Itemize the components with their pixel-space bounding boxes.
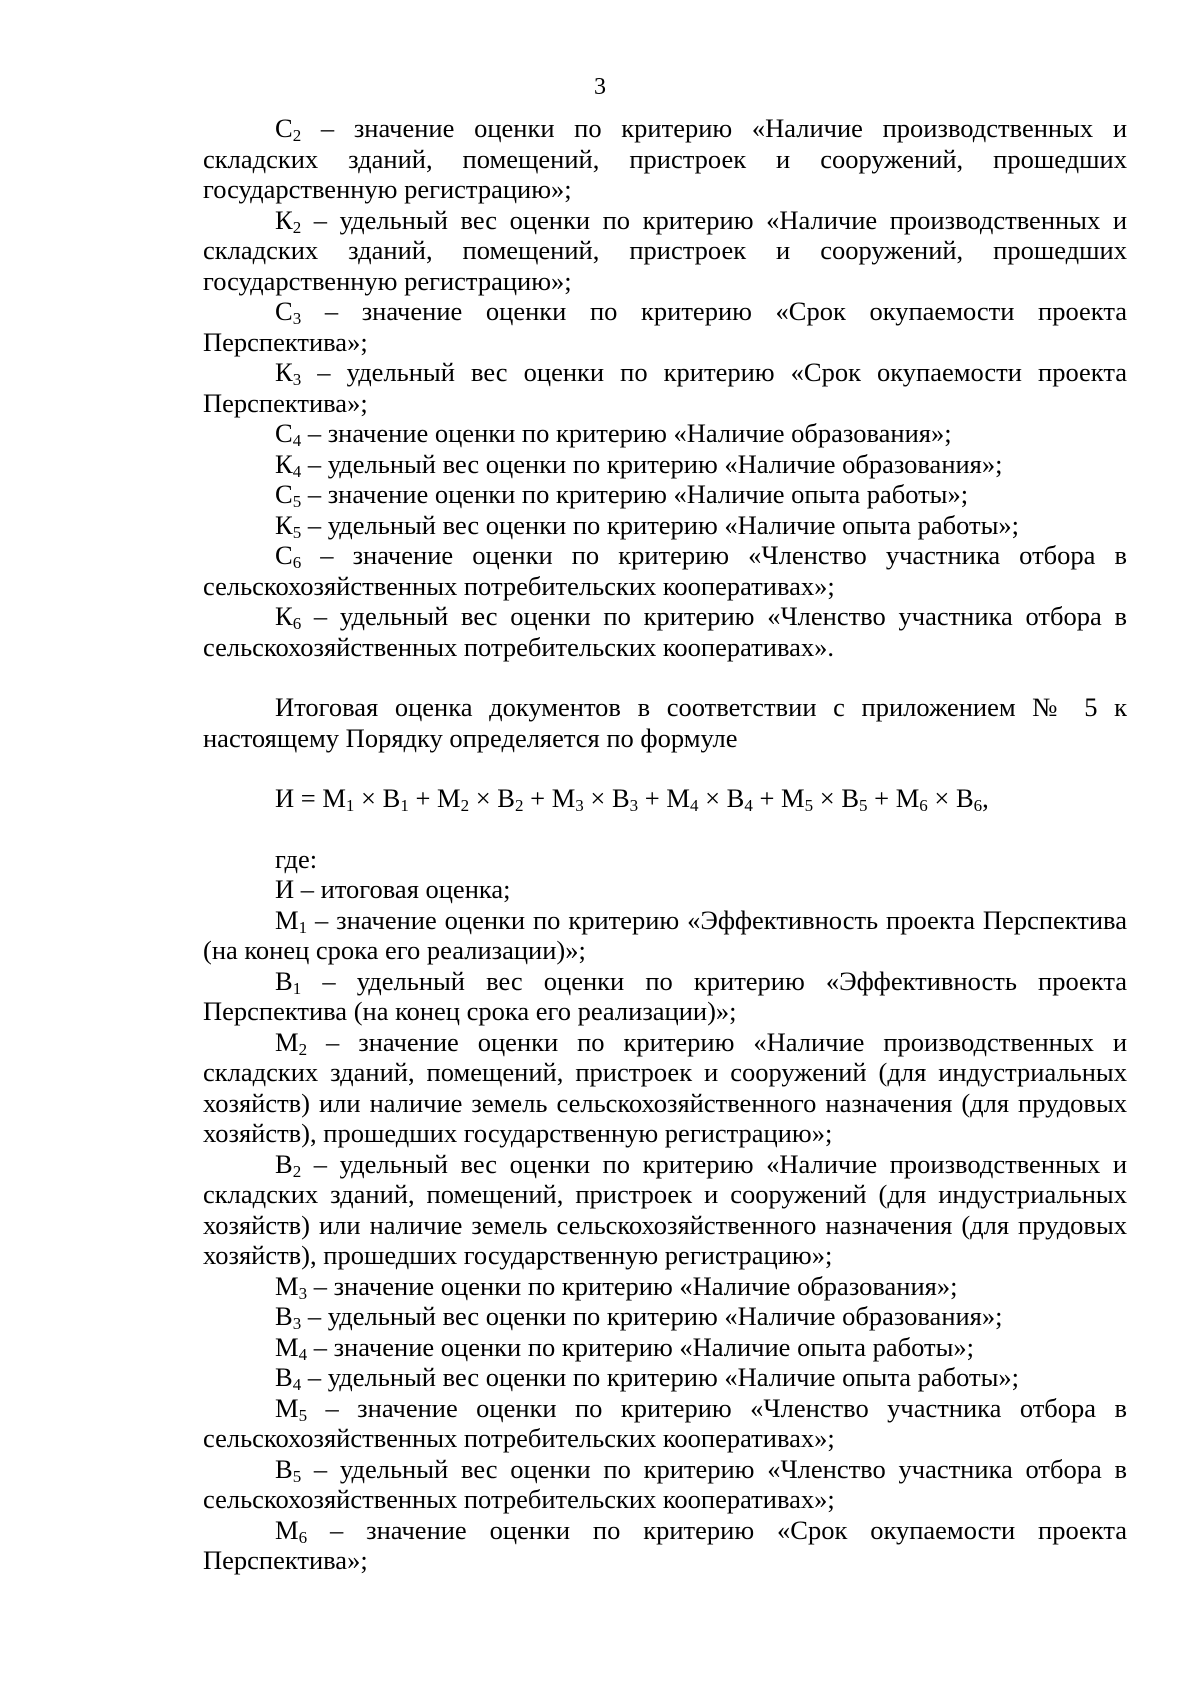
definition-paragraph — [203, 966, 1127, 1027]
paragraph-gap — [203, 662, 1127, 692]
definition-paragraph — [203, 1332, 1127, 1363]
definition-text: – значение оценки по критерию «Наличие образования»; — [307, 1270, 958, 1301]
variable-subscript: 4 — [298, 1344, 308, 1364]
formula-m-symbol: М — [551, 783, 576, 813]
variable-subscript: 5 — [292, 492, 302, 511]
definition-paragraph — [203, 1362, 1127, 1393]
variable-symbol: М — [275, 1331, 299, 1362]
formula-b-symbol: В — [611, 783, 630, 813]
formula-plus: + — [638, 783, 667, 813]
definition-text: – значение оценки по критерию «Наличие образования»; — [301, 418, 952, 448]
formula-b-symbol: В — [955, 783, 974, 813]
definition-text: – удельный вес оценки по критерию «Наличие образования»; — [301, 448, 1003, 479]
variable-subscript: 3 — [292, 309, 302, 328]
formula-b-symbol: В — [382, 783, 401, 813]
definition-text: – удельный вес оценки по критерию «Наличие производственных и складских зданий, помещений, пристроек и сооружений, прошедших государственную регистрацию»; — [203, 204, 1127, 296]
definition-text: – значение оценки по критерию «Наличие производственных и складских зданий, помещений, пристроек и сооружений (для индустриальных хозяйств) или наличие земель сельскохозяйственного назначения (для прудовых хозяйств), прошедших государственную регистрацию»; — [203, 1026, 1127, 1148]
variable-symbol: К — [275, 509, 293, 540]
definition-text: – удельный вес оценки по критерию «Наличие производственных и складских зданий, помещений, пристроек и сооружений (для индустриальных хозяйств) или наличие земель сельскохозяйственного назначения (для прудовых хозяйств), прошедших государственную регистрацию»; — [203, 1148, 1127, 1270]
formula-m-symbol: М — [437, 783, 461, 813]
formula-plus: + — [752, 783, 782, 813]
definition-text: – удельный вес оценки по критерию «Наличие образования»; — [301, 1301, 1003, 1331]
variable-subscript: 6 — [292, 553, 302, 572]
where-label: где: — [275, 843, 318, 874]
page-number: 3 — [594, 74, 606, 100]
formula-b-subscript: 2 — [514, 796, 524, 815]
formula-times: × — [927, 783, 956, 813]
variable-subscript: 1 — [298, 917, 308, 937]
definition-text: – значение оценки по критерию «Членство участника отбора в сельскохозяйственных потребительских кооперативах»; — [203, 540, 1127, 601]
variable-symbol: М — [275, 904, 299, 935]
formula-plus: + — [867, 783, 896, 813]
definition-paragraph — [203, 905, 1127, 966]
variable-symbol: М — [275, 1026, 299, 1057]
formula-times: × — [698, 783, 727, 813]
formula-m-subscript: 2 — [460, 796, 470, 815]
formula-times: × — [583, 783, 612, 813]
definition-text: – значение оценки по критерию «Срок окупаемости проекта Перспектива»; — [203, 296, 1127, 357]
variable-subscript: 3 — [292, 370, 302, 389]
definitions-block-m-b — [203, 874, 1127, 1576]
definition-paragraph — [203, 1454, 1127, 1515]
formula-m-subscript: 5 — [804, 796, 814, 815]
definition-paragraph — [203, 1515, 1127, 1576]
formula-m-subscript: 6 — [919, 796, 928, 815]
variable-subscript: 5 — [292, 522, 302, 542]
formula-times: × — [354, 783, 383, 813]
definition-text: – удельный вес оценки по критерию «Наличие опыта работы»; — [301, 509, 1020, 540]
formula-m-subscript: 4 — [689, 796, 699, 815]
variable-symbol: К — [275, 357, 293, 387]
definition-text: – удельный вес оценки по критерию «Наличие опыта работы»; — [301, 1362, 1020, 1392]
total-score-formula — [203, 783, 1127, 814]
variable-symbol: С — [275, 296, 293, 326]
variable-symbol: В — [275, 1362, 293, 1392]
formula-b-subscript: 1 — [400, 796, 409, 815]
definition-text: – итоговая оценка; — [294, 874, 511, 904]
formula-times: × — [469, 783, 498, 813]
variable-subscript: 2 — [292, 1161, 302, 1181]
variable-subscript: 3 — [292, 1314, 302, 1333]
definition-paragraph — [203, 1271, 1127, 1302]
definition-text: – значение оценки по критерию «Наличие производственных и складских зданий, помещений, пристроек и сооружений, прошедших государственную регистрацию»; — [203, 113, 1127, 204]
definition-text: – удельный вес оценки по критерию «Членство участника отбора в сельскохозяйственных потребительских кооперативах»; — [203, 1453, 1127, 1514]
definition-text: – значение оценки по критерию «Наличие опыта работы»; — [301, 479, 969, 509]
variable-symbol: В — [275, 1301, 293, 1331]
variable-symbol: С — [275, 540, 293, 570]
formula-b-subscript: 5 — [859, 796, 868, 815]
definition-paragraph — [203, 296, 1127, 357]
variable-symbol: И — [275, 874, 295, 904]
variable-symbol: М — [275, 1514, 299, 1545]
variable-symbol: С — [275, 113, 293, 143]
variable-subscript: 2 — [292, 217, 302, 237]
variable-symbol: С — [275, 479, 293, 509]
variable-symbol: С — [275, 418, 293, 448]
variable-symbol: К — [275, 204, 293, 235]
definition-text: – удельный вес оценки по критерию «Срок окупаемости проекта Перспектива»; — [203, 357, 1127, 418]
formula-m-symbol: М — [322, 783, 346, 813]
variable-symbol: М — [275, 1270, 299, 1301]
definition-paragraph — [203, 601, 1127, 662]
formula-plus: + — [523, 783, 552, 813]
formula-b-subscript: 3 — [629, 796, 639, 815]
variable-subscript: 4 — [292, 431, 302, 450]
variable-subscript: 1 — [292, 978, 302, 998]
formula-end: , — [982, 783, 989, 813]
formula-b-symbol: В — [497, 783, 515, 813]
definition-text: – удельный вес оценки по критерию «Членство участника отбора в сельскохозяйственных потребительских кооперативах». — [203, 601, 1127, 662]
formula-m-subscript: 3 — [575, 796, 584, 815]
variable-subscript: 5 — [298, 1405, 308, 1425]
definition-paragraph — [203, 479, 1127, 510]
formula-m-symbol: М — [781, 783, 805, 813]
definition-text: – значение оценки по критерию «Срок окупаемости проекта Перспектива»; — [203, 1514, 1127, 1575]
definitions-block-c-k — [203, 113, 1127, 662]
formula-lhs: И = — [275, 783, 323, 813]
variable-subscript: 3 — [298, 1283, 308, 1303]
definition-text: – значение оценки по критерию «Членство участника отбора в сельскохозяйственных потребительских кооперативах»; — [203, 1392, 1127, 1453]
variable-symbol: В — [275, 965, 293, 996]
definition-paragraph — [203, 1301, 1127, 1332]
variable-subscript: 2 — [292, 126, 302, 145]
definition-paragraph — [203, 874, 1127, 905]
formula-b-symbol: В — [726, 783, 745, 813]
definition-paragraph — [203, 1149, 1127, 1271]
variable-subscript: 5 — [292, 1466, 302, 1486]
formula-m-symbol: М — [895, 783, 920, 813]
definition-paragraph — [203, 510, 1127, 541]
formula-m-symbol: М — [666, 783, 690, 813]
variable-symbol: В — [275, 1148, 293, 1179]
definition-paragraph — [203, 1393, 1127, 1454]
variable-subscript: 4 — [292, 461, 302, 481]
formula-m-subscript: 1 — [345, 796, 355, 815]
definition-paragraph — [203, 418, 1127, 449]
definition-text: – значение оценки по критерию «Эффективность проекта Перспектива (на конец срока его реализации)»; — [203, 904, 1127, 965]
definition-text: – значение оценки по критерию «Наличие опыта работы»; — [307, 1331, 974, 1362]
definition-text: – удельный вес оценки по критерию «Эффективность проекта Перспектива (на конец срока его реализации)»; — [203, 965, 1127, 1026]
definition-paragraph — [203, 1027, 1127, 1149]
document-body — [203, 113, 1127, 1576]
formula-b-symbol: В — [841, 783, 859, 813]
definition-paragraph — [203, 540, 1127, 601]
formula-b-subscript: 4 — [744, 796, 753, 815]
variable-subscript: 4 — [292, 1375, 302, 1394]
definition-paragraph — [203, 357, 1127, 418]
definition-paragraph — [203, 205, 1127, 297]
variable-subscript: 2 — [298, 1039, 308, 1059]
formula-plus: + — [408, 783, 438, 813]
variable-symbol: М — [275, 1392, 299, 1423]
variable-subscript: 6 — [298, 1527, 308, 1547]
variable-symbol: В — [275, 1453, 293, 1484]
formula-b-subscript: 6 — [973, 796, 983, 815]
variable-symbol: К — [275, 601, 293, 631]
formula-intro: Итоговая оценка документов в соответствии с приложением № 5 к настоящему Порядку определяется по формуле — [203, 692, 1127, 753]
variable-symbol: К — [275, 448, 293, 479]
definition-paragraph — [203, 449, 1127, 480]
formula-times: × — [813, 783, 842, 813]
variable-subscript: 6 — [292, 614, 302, 633]
definition-paragraph — [203, 113, 1127, 205]
